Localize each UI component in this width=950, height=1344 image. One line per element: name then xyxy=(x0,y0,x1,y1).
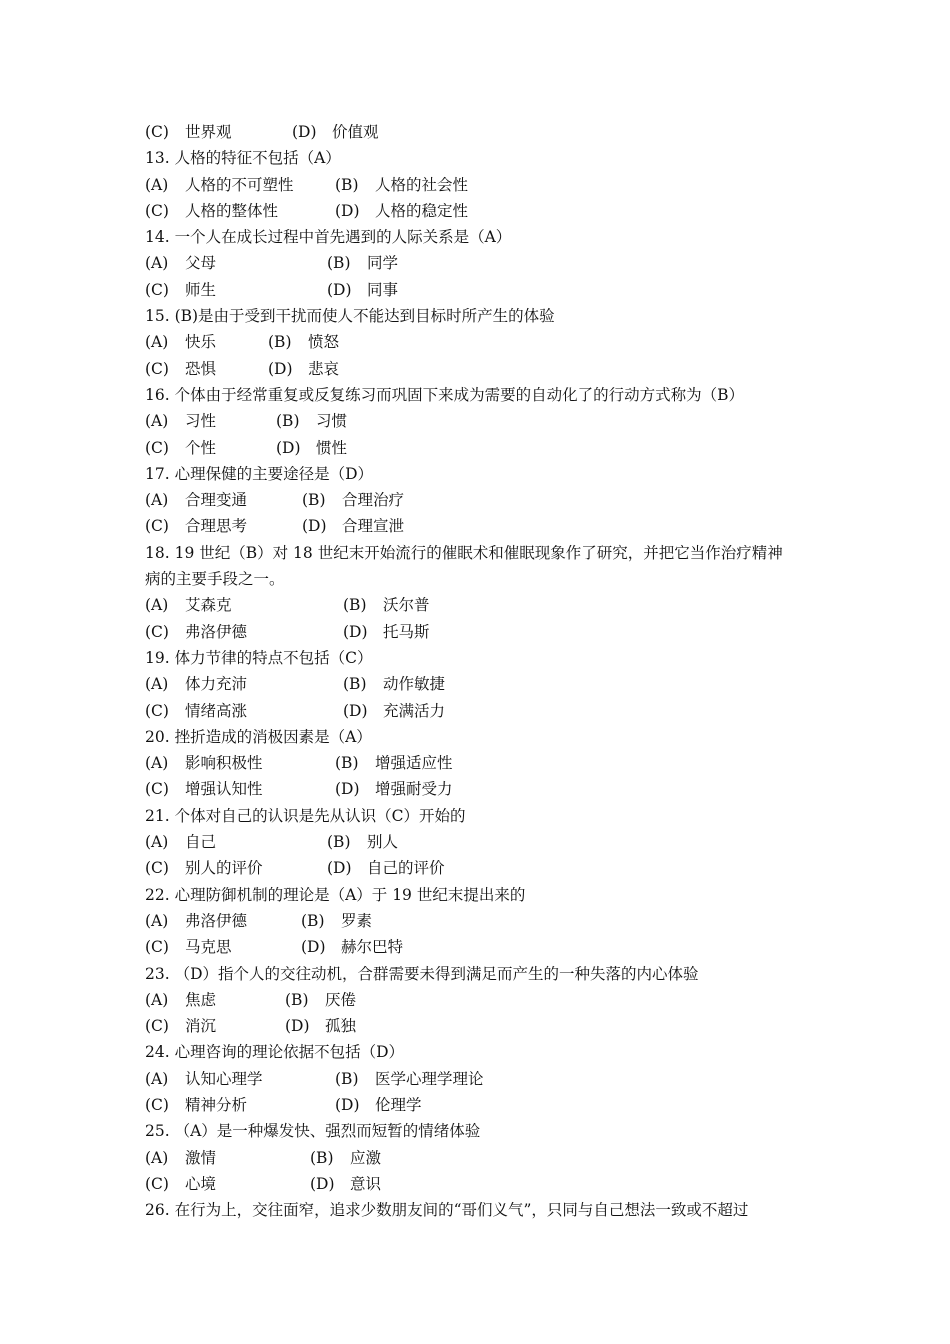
option-row xyxy=(145,119,815,145)
question-text: 22. 心理防御机制的理论是（A）于 19 世纪末提出来的 xyxy=(145,885,526,904)
option-row xyxy=(145,1092,815,1118)
option-label: (C) xyxy=(145,123,169,141)
question-text: 25. （A）是一种爆发快、强烈而短暂的情绪体验 xyxy=(145,1122,481,1141)
option-label: (D) xyxy=(343,701,368,720)
option-label: (C) xyxy=(145,1095,169,1114)
option-label: (D) xyxy=(301,938,326,957)
option-label: (B) xyxy=(276,412,300,431)
option-text: 师生 xyxy=(185,280,217,299)
answer-option xyxy=(145,250,216,276)
option-row xyxy=(145,329,815,355)
answer-option xyxy=(310,1171,381,1197)
option-text: 动作敏捷 xyxy=(383,675,446,694)
answer-option xyxy=(145,619,247,645)
option-row xyxy=(145,934,815,960)
answer-option xyxy=(343,619,430,645)
option-label: (C) xyxy=(145,780,169,799)
option-label: (D) xyxy=(327,280,352,299)
answer-option xyxy=(327,855,445,881)
option-label: (A) xyxy=(145,1148,169,1167)
answer-option xyxy=(145,1013,216,1039)
option-label: (C) xyxy=(145,938,169,957)
option-label: (A) xyxy=(145,491,169,510)
option-text: 增强认知性 xyxy=(185,780,263,799)
option-label: (B) xyxy=(327,833,351,852)
option-text: 意识 xyxy=(350,1174,382,1193)
option-label: (C) xyxy=(145,280,169,299)
option-text: 自己的评价 xyxy=(367,859,445,878)
question-text: 26. 在行为上，交往面窄，追求少数朋友间的“哥们义气”，只同与自己想法一致或不超过 xyxy=(145,1201,749,1220)
answer-option xyxy=(145,671,247,697)
option-label: (B) xyxy=(310,1148,334,1167)
answer-option xyxy=(335,776,453,802)
answer-option xyxy=(268,356,339,382)
option-label: (B) xyxy=(302,491,326,510)
option-label: (C) xyxy=(145,1017,169,1036)
option-label: (D) xyxy=(327,859,352,878)
question-text: 20. 挫折造成的消极因素是（A） xyxy=(145,727,372,746)
option-text: 个性 xyxy=(185,438,217,457)
option-text: 伦理学 xyxy=(375,1095,422,1114)
option-text: 弗洛伊德 xyxy=(185,911,248,930)
option-label: (A) xyxy=(145,754,169,773)
option-label: (C) xyxy=(145,201,169,220)
option-label: (A) xyxy=(145,596,169,615)
option-label: (C) xyxy=(145,1174,169,1193)
option-text: 同学 xyxy=(367,254,399,273)
option-label: (C) xyxy=(145,438,169,457)
answer-option xyxy=(145,829,216,855)
option-text: 习惯 xyxy=(316,412,348,431)
option-text: 合理思考 xyxy=(185,517,248,536)
option-label: (A) xyxy=(145,833,169,852)
option-row xyxy=(145,356,815,382)
option-text: 增强适应性 xyxy=(375,754,453,773)
option-label: (D) xyxy=(335,780,360,799)
answer-option xyxy=(302,487,404,513)
question-text: 17. 心理保健的主要途径是（D） xyxy=(145,464,374,483)
option-row xyxy=(145,619,815,645)
option-row xyxy=(145,172,815,198)
option-label: (A) xyxy=(145,412,169,431)
option-row xyxy=(145,1171,815,1197)
option-label: (D) xyxy=(335,1095,360,1114)
answer-option xyxy=(335,1066,484,1092)
option-label: (D) xyxy=(268,359,293,378)
answer-option xyxy=(145,408,216,434)
answer-option xyxy=(145,356,216,382)
option-text: 精神分析 xyxy=(185,1095,248,1114)
option-text: 艾森克 xyxy=(185,596,232,615)
answer-option xyxy=(145,329,216,355)
option-text: 医学心理学理论 xyxy=(375,1069,484,1088)
answer-option xyxy=(145,908,247,934)
question-continuation: 病的主要手段之一。 xyxy=(145,570,285,589)
answer-option xyxy=(335,1092,422,1118)
option-row xyxy=(145,435,815,461)
answer-option xyxy=(145,776,263,802)
option-row xyxy=(145,277,815,303)
answer-option xyxy=(276,408,347,434)
answer-option xyxy=(292,119,379,145)
option-row xyxy=(145,1066,815,1092)
question-text: 19. 体力节律的特点不包括（C） xyxy=(145,648,373,667)
answer-option xyxy=(145,435,216,461)
option-label: (B) xyxy=(335,175,359,194)
option-text: 孤独 xyxy=(325,1017,357,1036)
answer-option xyxy=(285,1013,356,1039)
option-text: 价值观 xyxy=(332,123,379,141)
option-text: 厌倦 xyxy=(325,990,357,1009)
answer-option xyxy=(335,198,468,224)
option-row xyxy=(145,776,815,802)
answer-option xyxy=(145,487,247,513)
option-label: (B) xyxy=(285,990,309,1009)
answer-option xyxy=(327,250,398,276)
option-row xyxy=(145,987,815,1013)
answer-option xyxy=(310,1145,381,1171)
option-text: 激情 xyxy=(185,1148,217,1167)
option-text: 合理变通 xyxy=(185,491,248,510)
answer-option xyxy=(145,934,232,960)
option-text: 沃尔普 xyxy=(383,596,430,615)
option-label: (B) xyxy=(301,911,325,930)
option-text: 世界观 xyxy=(185,123,232,141)
option-label: (B) xyxy=(268,333,292,352)
option-label: (D) xyxy=(276,438,301,457)
answer-option xyxy=(343,671,445,697)
option-text: 恐惧 xyxy=(185,359,217,378)
question-text: 13. 人格的特征不包括（A） xyxy=(145,149,341,168)
option-row xyxy=(145,198,815,224)
option-text: 别人的评价 xyxy=(185,859,263,878)
option-row xyxy=(145,829,815,855)
option-label: (D) xyxy=(302,517,327,536)
answer-option xyxy=(145,198,278,224)
answer-option xyxy=(327,277,398,303)
option-label: (A) xyxy=(145,254,169,273)
option-label: (A) xyxy=(145,990,169,1009)
option-row xyxy=(145,1013,815,1039)
option-label: (A) xyxy=(145,911,169,930)
answer-option xyxy=(145,750,263,776)
option-text: 认知心理学 xyxy=(185,1069,263,1088)
option-text: 习性 xyxy=(185,412,217,431)
option-text: 别人 xyxy=(367,833,399,852)
option-text: 体力充沛 xyxy=(185,675,248,694)
answer-option xyxy=(301,908,372,934)
answer-option xyxy=(285,987,356,1013)
answer-option xyxy=(301,934,403,960)
option-text: 同事 xyxy=(367,280,399,299)
answer-option xyxy=(335,750,453,776)
option-text: 托马斯 xyxy=(383,622,430,641)
option-text: 惯性 xyxy=(316,438,348,457)
option-label: (C) xyxy=(145,359,169,378)
option-row xyxy=(145,250,815,276)
answer-option xyxy=(145,1066,263,1092)
answer-option xyxy=(335,172,468,198)
answer-option xyxy=(145,855,263,881)
option-label: (A) xyxy=(145,675,169,694)
option-row xyxy=(145,487,815,513)
option-text: 悲哀 xyxy=(308,359,340,378)
answer-option xyxy=(145,1171,216,1197)
option-row xyxy=(145,408,815,434)
option-text: 情绪高涨 xyxy=(185,701,248,720)
option-label: (A) xyxy=(145,1069,169,1088)
answer-option xyxy=(145,277,216,303)
answer-option xyxy=(343,592,430,618)
option-text: 马克思 xyxy=(185,938,232,957)
option-row xyxy=(145,908,815,934)
option-label: (B) xyxy=(327,254,351,273)
option-text: 快乐 xyxy=(185,333,217,352)
option-text: 合理治疗 xyxy=(342,491,405,510)
answer-option xyxy=(276,435,347,461)
option-label: (C) xyxy=(145,622,169,641)
option-text: 焦虑 xyxy=(185,990,217,1009)
option-label: (D) xyxy=(285,1017,310,1036)
question-text: 14. 一个人在成长过程中首先遇到的人际关系是（A） xyxy=(145,228,512,247)
question-text: 23. （D）指个人的交往动机，合群需要未得到满足而产生的一种失落的内心体验 xyxy=(145,964,699,983)
question-text: 21. 个体对自己的认识是先从认识（C）开始的 xyxy=(145,806,466,825)
option-text: 心境 xyxy=(185,1174,217,1193)
option-label: (B) xyxy=(343,675,367,694)
option-label: (B) xyxy=(335,754,359,773)
option-text: 合理宣泄 xyxy=(342,517,405,536)
option-text: 应激 xyxy=(350,1148,382,1167)
option-row xyxy=(145,671,815,697)
answer-option xyxy=(145,987,216,1013)
option-row xyxy=(145,592,815,618)
question-text: 18. 19 世纪（B）对 18 世纪末开始流行的催眠术和催眠现象作了研究，并把它当作治疗精神 xyxy=(145,543,783,562)
answer-option xyxy=(343,698,445,724)
answer-option xyxy=(145,119,232,145)
answer-option xyxy=(145,698,247,724)
question-text: 16. 个体由于经常重复或反复练习而巩固下来成为需要的自动化了的行动方式称为（B） xyxy=(145,385,744,404)
answer-option xyxy=(268,329,339,355)
option-text: 增强耐受力 xyxy=(375,780,453,799)
option-label: (A) xyxy=(145,333,169,352)
option-row xyxy=(145,513,815,539)
option-text: 自己 xyxy=(185,833,217,852)
question-text: 24. 心理咨询的理论依据不包括（D） xyxy=(145,1043,405,1062)
question-list xyxy=(145,119,815,1223)
option-label: (D) xyxy=(335,201,360,220)
option-label: (C) xyxy=(145,859,169,878)
option-label: (A) xyxy=(145,175,169,194)
answer-option xyxy=(145,1145,216,1171)
option-text: 消沉 xyxy=(185,1017,217,1036)
option-text: 赫尔巴特 xyxy=(341,938,404,957)
option-row xyxy=(145,855,815,881)
option-label: (D) xyxy=(343,622,368,641)
answer-option xyxy=(145,1092,247,1118)
answer-option xyxy=(302,513,404,539)
option-text: 人格的稳定性 xyxy=(375,201,469,220)
answer-option xyxy=(145,592,232,618)
answer-option xyxy=(145,513,247,539)
option-text: 人格的社会性 xyxy=(375,175,469,194)
option-label: (D) xyxy=(292,123,317,141)
option-text: 父母 xyxy=(185,254,217,273)
option-text: 弗洛伊德 xyxy=(185,622,248,641)
option-label: (C) xyxy=(145,701,169,720)
answer-option xyxy=(145,172,294,198)
option-row xyxy=(145,750,815,776)
option-label: (B) xyxy=(343,596,367,615)
option-text: 充满活力 xyxy=(383,701,446,720)
option-label: (B) xyxy=(335,1069,359,1088)
question-text: 15. (B)是由于受到干扰而使人不能达到目标时所产生的体验 xyxy=(145,307,555,326)
option-text: 影响积极性 xyxy=(185,754,263,773)
option-row xyxy=(145,698,815,724)
option-text: 愤怒 xyxy=(308,333,340,352)
option-label: (C) xyxy=(145,517,169,536)
option-text: 人格的整体性 xyxy=(185,201,279,220)
answer-option xyxy=(327,829,398,855)
option-row xyxy=(145,1145,815,1171)
option-text: 罗素 xyxy=(341,911,373,930)
option-text: 人格的不可塑性 xyxy=(185,175,294,194)
option-label: (D) xyxy=(310,1174,335,1193)
